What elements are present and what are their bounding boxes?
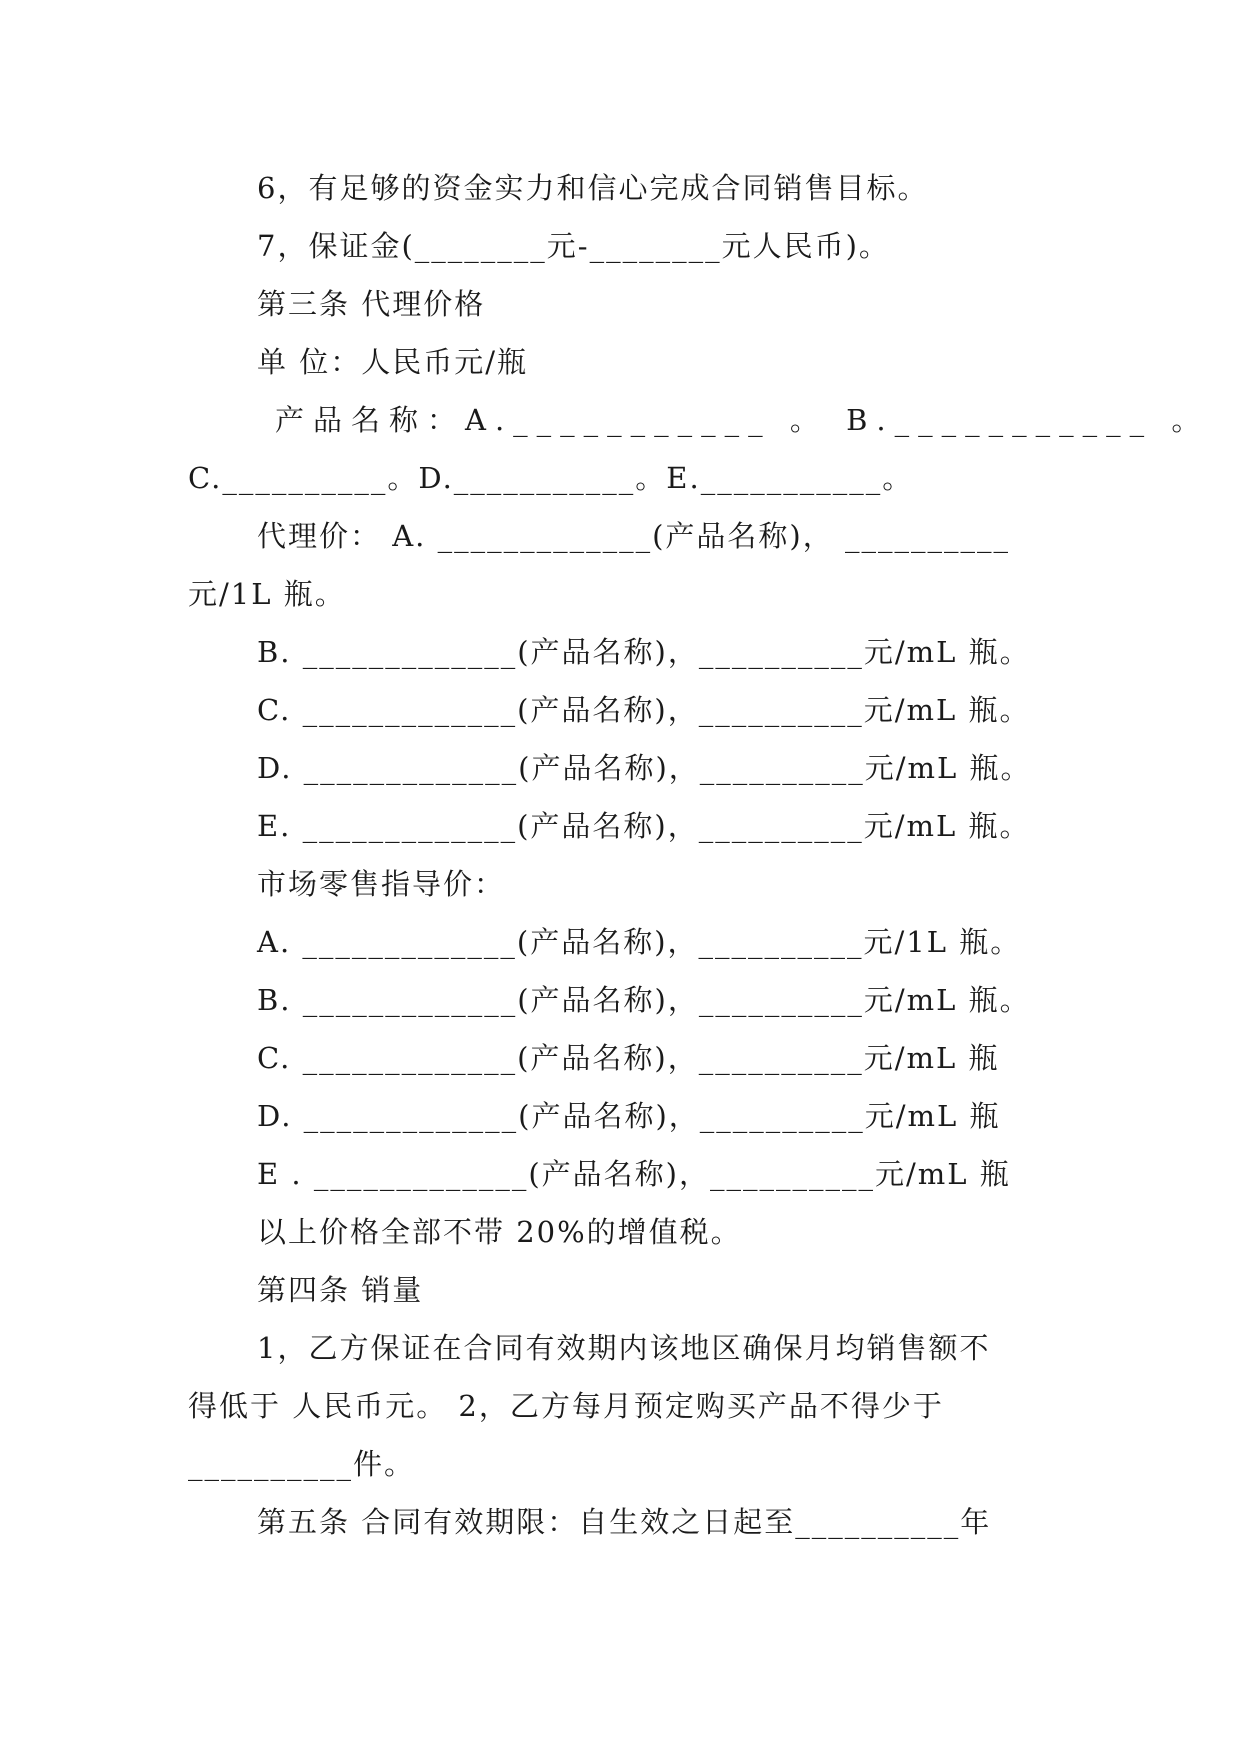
text-line: 元/1L 瓶。 [188, 577, 346, 611]
text-line: A. _____________(产品名称)，__________元/1L 瓶。 [257, 925, 1022, 959]
text-line: __________件。 [188, 1447, 416, 1481]
text-line: 7，保证金(________元-________元人民币)。 [257, 229, 890, 263]
text-line: B. _____________(产品名称)，__________元/mL 瓶。 [257, 635, 1031, 669]
text-line: 1，乙方保证在合同有效期内该地区确保月均销售额不 [257, 1331, 991, 1365]
text-line: 单 位：人民币元/瓶 [257, 345, 528, 379]
text-line: 6，有足够的资金实力和信心完成合同销售目标。 [257, 171, 929, 205]
text-line: 市场零售指导价： [257, 867, 506, 901]
text-line: D. _____________(产品名称)，__________元/mL 瓶。 [257, 751, 1032, 785]
section-heading: 第五条 合同有效期限：自生效之日起至__________年 [257, 1505, 992, 1539]
text-line: E. _____________(产品名称)，__________元/mL 瓶。 [257, 809, 1031, 843]
section-heading: 第四条 销量 [257, 1273, 424, 1307]
text-line: E . _____________(产品名称)，__________元/mL 瓶 [257, 1157, 1011, 1191]
text-line: 产品名称：A.___________ 。 B.___________ 。 [275, 403, 1210, 437]
text-line: 代理价： A. _____________(产品名称)， __________ [257, 519, 1010, 553]
text-line: 以上价格全部不带 20%的增值税。 [257, 1215, 742, 1249]
text-line: 得低于 人民币元。 2，乙方每月预定购买产品不得少于 [188, 1389, 944, 1423]
section-heading: 第三条 代理价格 [257, 287, 486, 321]
text-line: C.__________。D.___________。E.___________。 [188, 461, 914, 495]
text-line: B. _____________(产品名称)，__________元/mL 瓶。 [257, 983, 1031, 1017]
text-line: C. _____________(产品名称)，__________元/mL 瓶。 [257, 693, 1031, 727]
text-line: C. _____________(产品名称)，__________元/mL 瓶 [257, 1041, 1000, 1075]
text-line: D. _____________(产品名称)，__________元/mL 瓶 [257, 1099, 1001, 1133]
